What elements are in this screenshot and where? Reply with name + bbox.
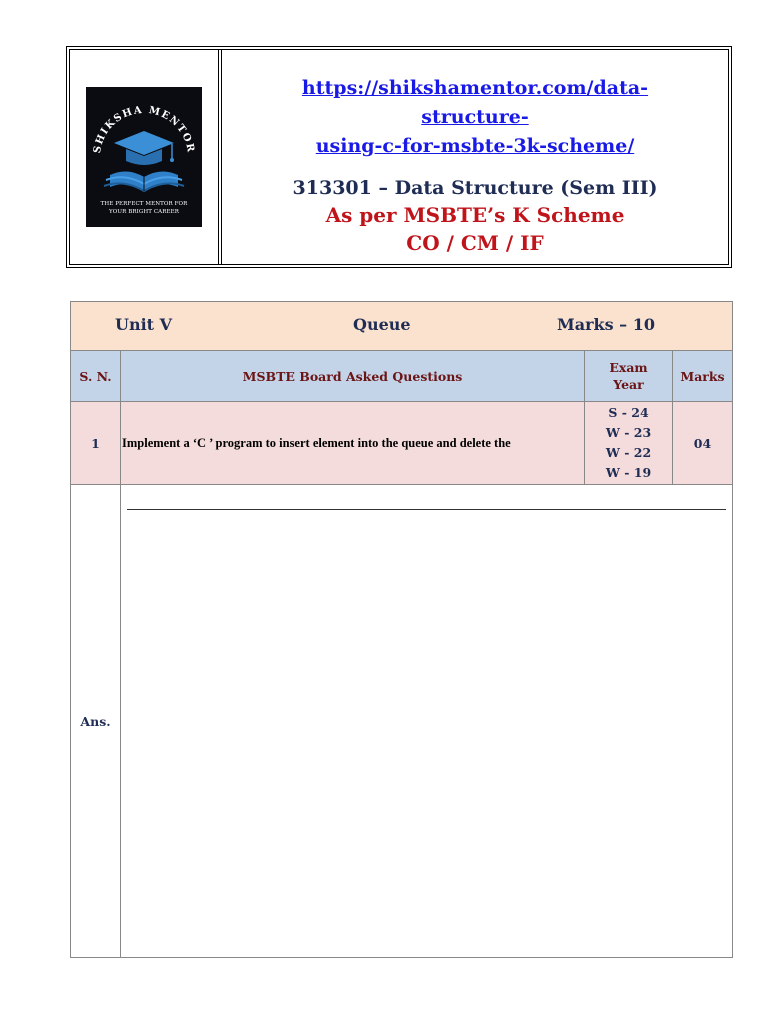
answer-body <box>121 485 733 958</box>
question-years <box>585 402 673 485</box>
question-marks: 04 <box>673 402 733 485</box>
course-link-line-1[interactable]: https://shikshamentor.com/data-structure- <box>301 77 649 128</box>
table-row <box>71 402 733 485</box>
svg-text:SHIKSHA MENTOR: SHIKSHA MENTOR <box>92 104 197 155</box>
header-sn: S. N. <box>71 351 121 402</box>
header-questions: MSBTE Board Asked Questions <box>121 351 585 402</box>
answer-label: Ans. <box>71 485 121 958</box>
unit-marks: Marks – 10 <box>557 315 656 334</box>
year-4: W - 19 <box>605 465 652 480</box>
question-table <box>70 301 733 958</box>
logo-tagline-1: THE PERFECT MENTOR FOR <box>100 201 188 207</box>
year-2: W - 23 <box>605 425 652 440</box>
table-header-row <box>71 351 733 402</box>
shiksha-mentor-logo <box>86 87 202 227</box>
year-3: W - 22 <box>605 445 652 460</box>
logo-cell <box>70 50 222 264</box>
header-marks: Marks <box>673 351 733 402</box>
course-title: 313301 – Data Structure (Sem III) <box>292 177 658 199</box>
logo-tagline-2: YOUR BRIGHT CAREER <box>109 209 179 215</box>
question-sn: 1 <box>71 402 121 485</box>
year-1: S - 24 <box>608 405 649 420</box>
answer-row <box>71 485 733 958</box>
question-text: Implement a ‘C ’ program to insert element into the queue and delete the <box>121 402 585 485</box>
answer-divider <box>127 509 726 510</box>
scheme-title: As per MSBTE’s K Scheme <box>325 203 625 227</box>
unit-row <box>71 302 733 351</box>
unit-label: Unit V <box>115 315 173 334</box>
course-link-line-2[interactable]: using-c-for-msbte-3k-scheme/ <box>315 135 635 157</box>
header-exam-year: Exam Year <box>585 351 673 402</box>
unit-topic: Queue <box>353 315 411 334</box>
course-link[interactable] <box>265 74 685 161</box>
branch-title: CO / CM / IF <box>406 231 544 255</box>
info-cell <box>222 50 728 264</box>
header-box <box>66 46 732 268</box>
